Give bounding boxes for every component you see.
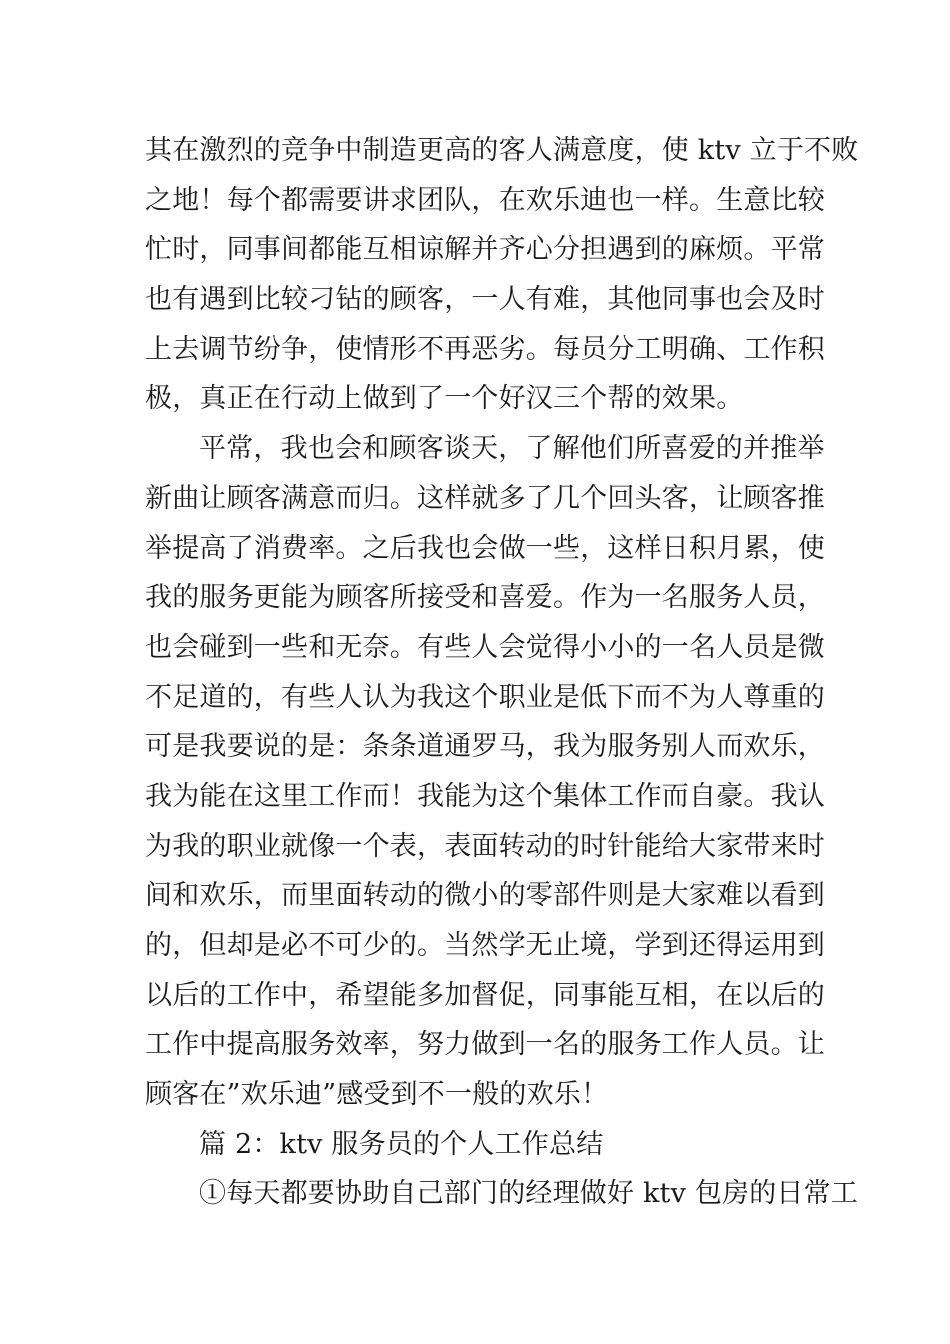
text-line: 间和欢乐，而里面转动的微小的零部件则是大家难以看到 <box>145 880 825 912</box>
text-line: 举提高了消费率。之后我也会做一些，这样日积月累，使 <box>145 532 825 564</box>
text-line: 新曲让顾客满意而归。这样就多了几个回头客，让顾客推 <box>145 482 825 514</box>
text-line: 顾客在”欢乐迪”感受到不一般的欢乐！ <box>145 1079 609 1111</box>
text-line: 我的服务更能为顾客所接受和喜爱。作为一名服务人员， <box>145 582 825 614</box>
text-line: 我为能在这里工作而！我能为这个集体工作而自豪。我认 <box>145 780 825 812</box>
text-line: 工作中提高服务效率，努力做到一名的服务工作人员。让 <box>145 1029 825 1061</box>
text-line: 也会碰到一些和无奈。有些人会觉得小小的一名人员是微 <box>145 631 825 663</box>
text-line: 不足道的，有些人认为我这个职业是低下而不为人尊重的 <box>145 681 825 713</box>
text-line: 可是我要说的是：条条道通罗马，我为服务别人而欢乐， <box>145 731 825 763</box>
text-line: 忙时，同事间都能互相谅解并齐心分担遇到的麻烦。平常 <box>145 234 825 266</box>
text-line: 平常，我也会和顾客谈天，了解他们所喜爱的并推举 <box>199 433 825 465</box>
text-line: 上去调节纷争，使情形不再恶劣。每员分工明确、工作积 <box>145 333 825 365</box>
text-line: 的，但却是必不可少的。当然学无止境，学到还得运用到 <box>145 930 825 961</box>
section-heading: 篇 2：ktv 服务员的个人工作总结 <box>199 1128 604 1160</box>
text-line: 也有遇到比较刁钻的顾客，一人有难，其他同事也会及时 <box>145 284 825 316</box>
list-item: ①每天都要协助自己部门的经理做好 ktv 包房的日常工 <box>199 1178 859 1210</box>
document-body <box>145 126 859 1219</box>
text-line: 其在激烈的竞争中制造更高的客人满意度，使 ktv 立于不败 <box>145 135 859 166</box>
text-line: 之地！每个都需要讲求团队，在欢乐迪也一样。生意比较 <box>145 184 825 216</box>
text-line: 极，真正在行动上做到了一个好汉三个帮的效果。 <box>145 383 744 415</box>
text-line: 为我的职业就像一个表，表面转动的时针能给大家带来时 <box>145 830 825 862</box>
text-line: 以后的工作中，希望能多加督促，同事能互相，在以后的 <box>145 979 825 1011</box>
